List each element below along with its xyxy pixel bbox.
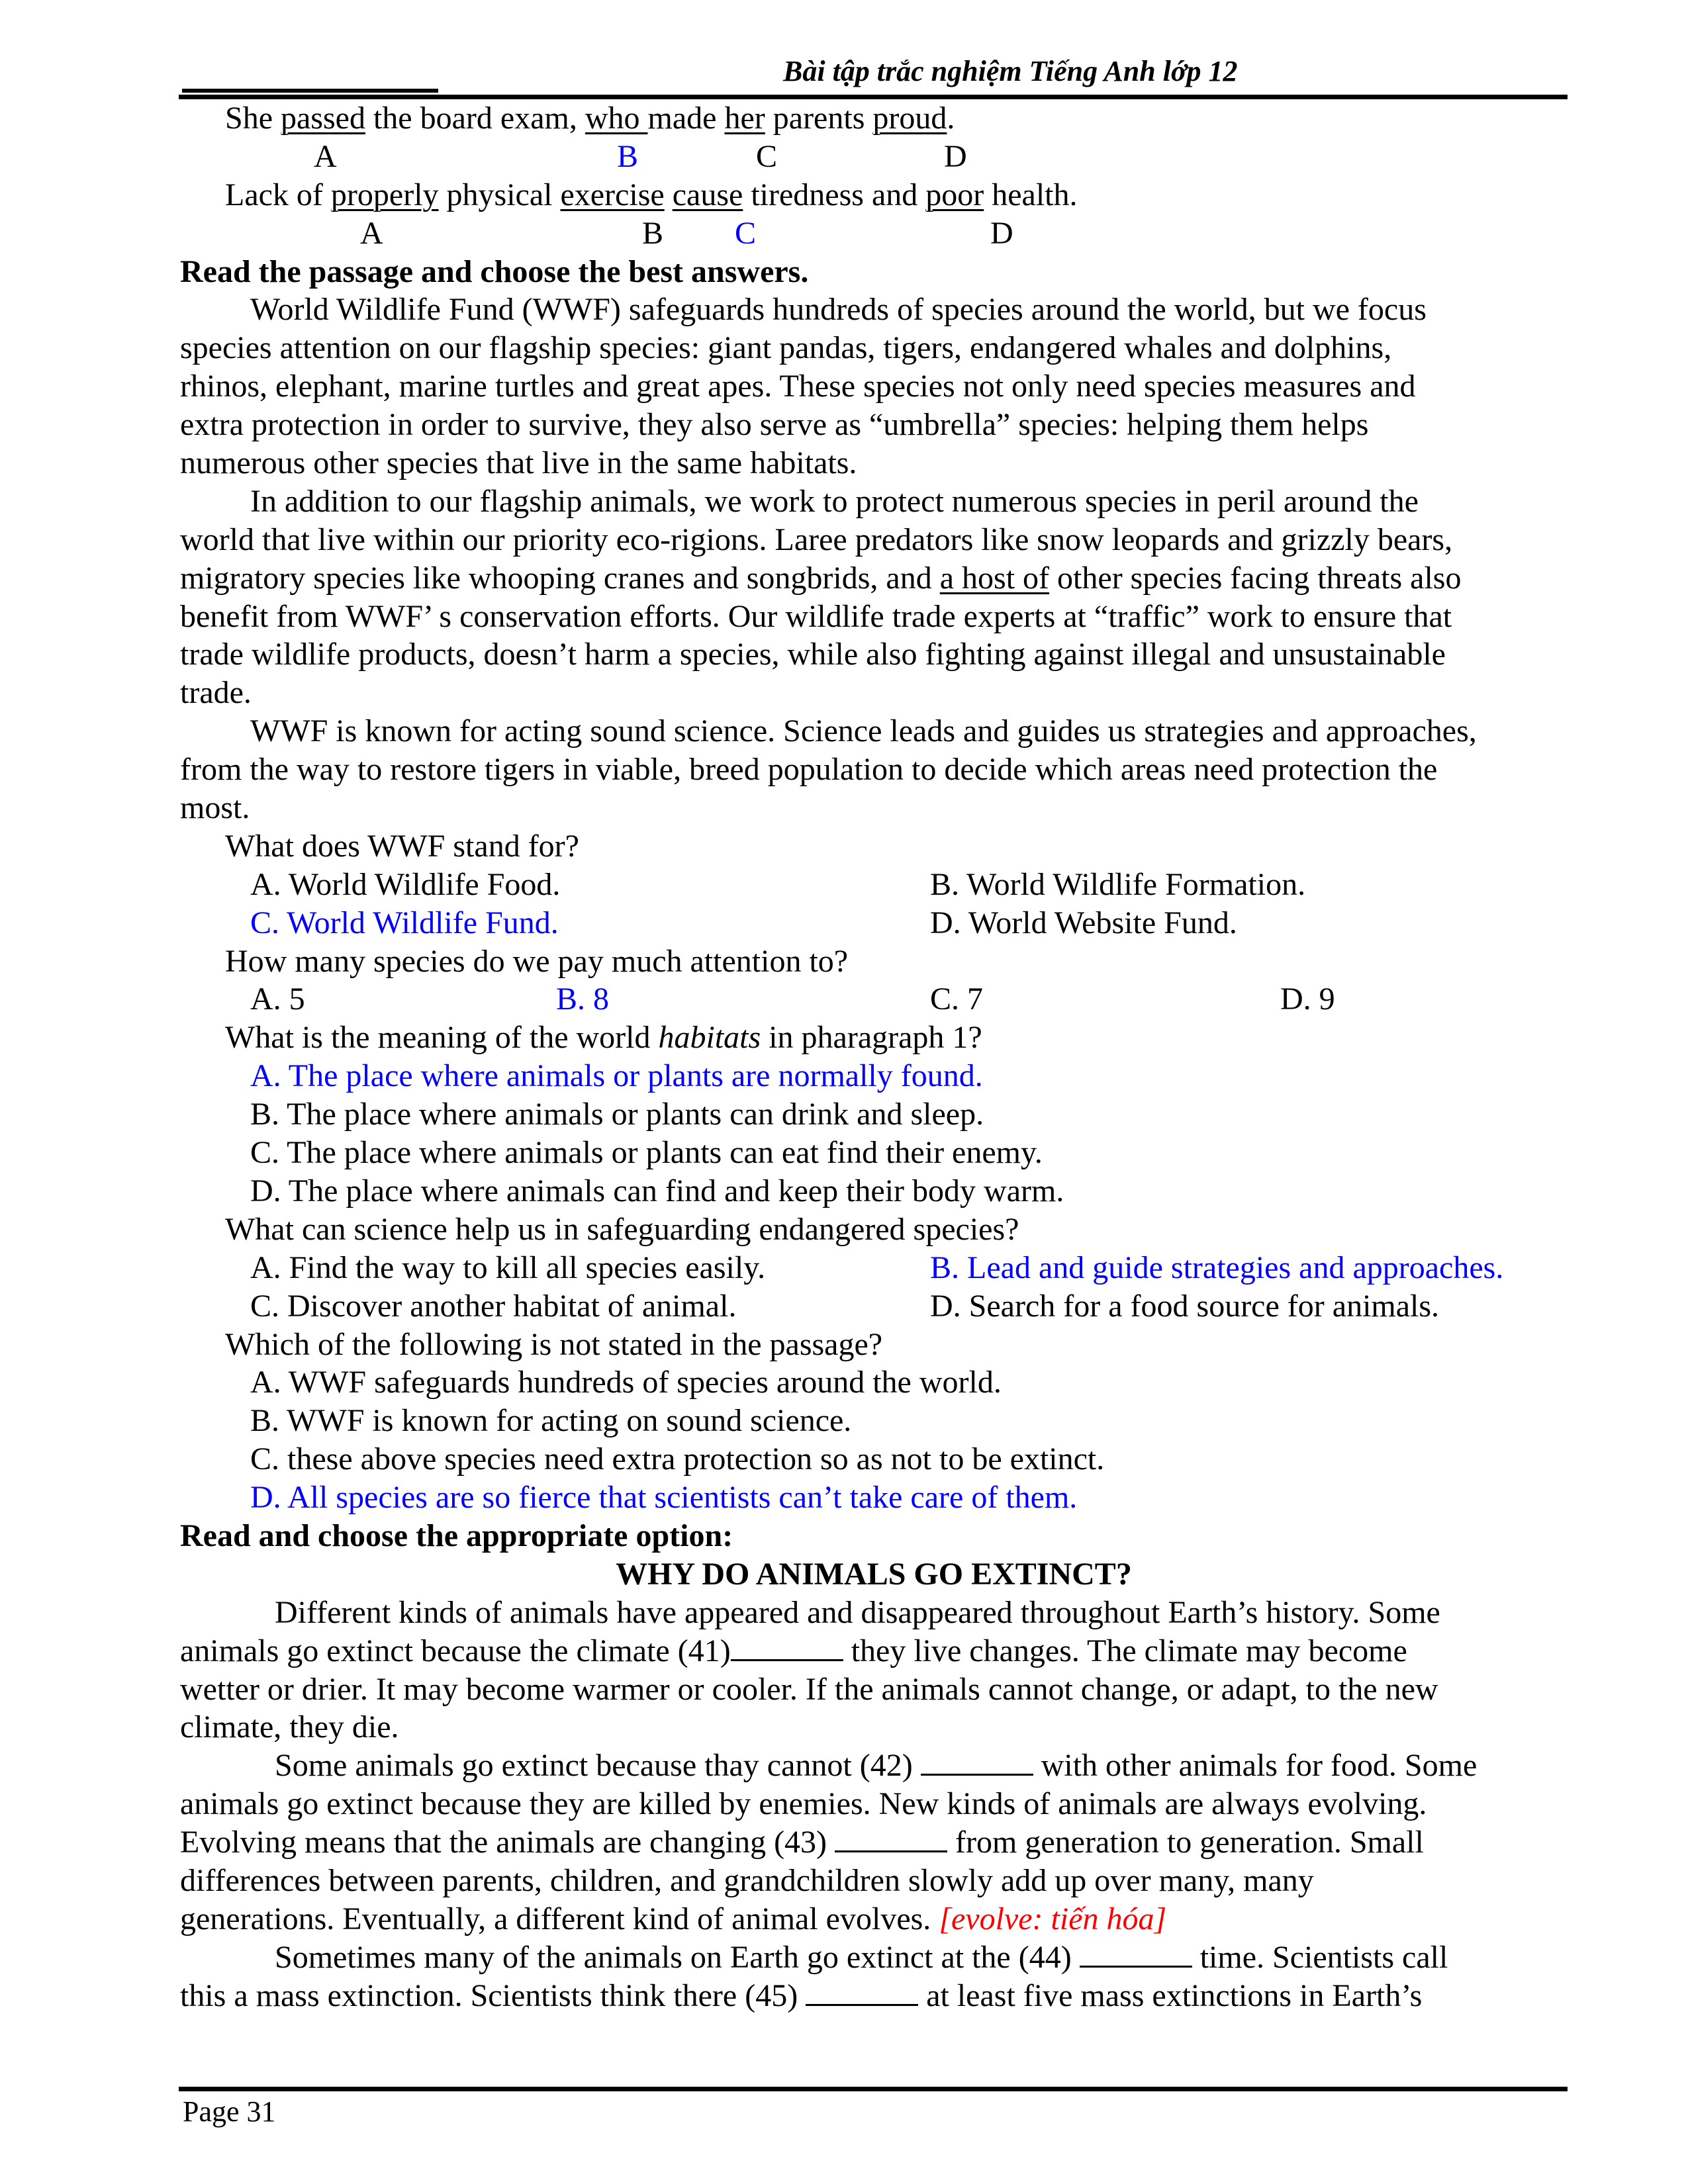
passage-line: world that live within our priority eco-rigions. Laree predators like snow leopards and grizzly bears, (180, 522, 1453, 557)
page-number: Page 31 (183, 2095, 276, 2128)
passage-line: from the way to restore tigers in viable, breed population to decide which areas need protection the (180, 752, 1438, 788)
blank-42[interactable] (921, 1747, 1033, 1776)
text-segment: the board exam, (365, 101, 585, 136)
option-c[interactable]: C. these above species need extra protection so as not to be extinct. (250, 1441, 1105, 1477)
option-d[interactable]: D. The place where animals can find and keep their body warm. (250, 1173, 1064, 1208)
option-a[interactable]: A. World Wildlife Food. (250, 866, 561, 902)
text-segment: at least five mass extinctions in Earth’s (918, 1978, 1423, 2013)
underlined-phrase: a host of (939, 560, 1050, 596)
text-segment: Some animals go extinct because thay cannot (42) (275, 1748, 921, 1784)
passage-line: benefit from WWF’ s conservation efforts. Our wildlife trade experts at “traffic” work to ensure that (180, 598, 1452, 634)
letter-c: C (756, 138, 778, 174)
options-row (180, 866, 1568, 904)
blank-43[interactable] (835, 1824, 947, 1852)
text-segment: health. (984, 177, 1078, 212)
error-letters-1 (180, 138, 1568, 176)
passage-line: World Wildlife Fund (WWF) safeguards hundreds of species around the world, but we focus (250, 292, 1427, 328)
passage-line: numerous other species that live in the same habitats. (180, 445, 857, 481)
text-segment: Sometimes many of the animals on Earth go extinct at the (44) (275, 1939, 1080, 1975)
section-heading-cloze: Read and choose the appropriate option: (180, 1518, 733, 1553)
cloze-line: climate, they die. (180, 1709, 399, 1745)
letter-d: D (944, 138, 967, 174)
text-segment: . (947, 101, 955, 136)
underlined-option-b: who (585, 101, 648, 136)
text-segment: physical (438, 177, 561, 212)
error-sentence-2 (180, 176, 1568, 214)
passage-line: rhinos, elephant, marine turtles and great apes. These species not only need species measures and (180, 369, 1416, 404)
cloze-line: Different kinds of animals have appeared and disappeared throughout Earth’s history. Some (275, 1594, 1440, 1630)
letter-d: D (990, 215, 1013, 251)
underlined-option-c: cause (672, 177, 743, 212)
question-4: What can science help us in safeguarding endangered species? (225, 1211, 1019, 1247)
option-d[interactable]: D. World Website Fund. (930, 905, 1237, 940)
text-segment: Evolving means that the animals are changing (43) (180, 1825, 835, 1860)
passage-line: In addition to our flagship animals, we work to protect numerous species in peril around the (250, 483, 1419, 519)
passage-line: trade. (180, 675, 252, 711)
option-d[interactable]: D. 9 (1280, 981, 1335, 1017)
text-segment: generations. Eventually, a different kind of animal evolves. (180, 1901, 939, 1936)
underlined-option-a: properly (330, 177, 439, 212)
option-a-answer[interactable]: A. The place where animals or plants are normally found. (250, 1058, 983, 1094)
passage-line: most. (180, 790, 250, 826)
cloze-line (180, 1900, 1568, 1938)
options-row (180, 980, 1568, 1019)
letter-a: A (360, 215, 383, 251)
cloze-line: differences between parents, children, and grandchildren slowly add up over many, many (180, 1862, 1314, 1898)
options-row (180, 1249, 1568, 1287)
option-b-answer[interactable]: B. Lead and guide strategies and approaches. (930, 1250, 1504, 1285)
header-rule (179, 95, 1568, 99)
page-content (180, 99, 1568, 2015)
option-c[interactable]: C. Discover another habitat of animal. (250, 1288, 737, 1324)
option-b[interactable]: B. WWF is known for acting on sound science. (250, 1403, 852, 1439)
blank-45[interactable] (806, 1978, 918, 2006)
letter-b-answer: B (617, 138, 639, 174)
vocabulary-note: [evolve: tiến hóa] (939, 1901, 1167, 1936)
section-heading-reading: Read the passage and choose the best answers. (180, 253, 809, 289)
underlined-option-c: her (724, 101, 765, 136)
question-5: Which of the following is not stated in the passage? (225, 1326, 883, 1362)
text-segment: tiredness and (743, 177, 926, 212)
passage-line: extra protection in order to survive, they also serve as “umbrella” species: helping them helps (180, 407, 1369, 443)
footer-rule (179, 2087, 1568, 2091)
passage-line: trade wildlife products, doesn’t harm a species, while also fighting against illegal and unsustainable (180, 637, 1446, 672)
option-c[interactable]: C. 7 (930, 981, 984, 1017)
text-segment: made (647, 101, 725, 136)
passage-line: species attention on our flagship species: giant pandas, tigers, endangered whales and dolphins, (180, 330, 1392, 366)
letter-b: B (642, 215, 664, 251)
error-letters-2 (180, 214, 1568, 253)
question-2: How many species do we pay much attention to? (225, 943, 849, 979)
option-b[interactable]: B. World Wildlife Formation. (930, 866, 1306, 902)
cloze-line (180, 1823, 1568, 1862)
cloze-line (180, 1977, 1568, 2015)
text-segment: this a mass extinction. Scientists think there (45) (180, 1978, 806, 2013)
underlined-option-a: passed (281, 101, 365, 136)
blank-44[interactable] (1080, 1939, 1192, 1968)
error-sentence-1 (180, 99, 1568, 138)
text-segment: animals go extinct because the climate (41) (180, 1633, 731, 1668)
text-segment: time. Scientists call (1192, 1939, 1448, 1975)
option-c[interactable]: C. The place where animals or plants can eat find their enemy. (250, 1135, 1043, 1171)
cloze-line: animals go extinct because they are killed by enemies. New kinds of animals are always evolving. (180, 1786, 1427, 1822)
option-b[interactable]: B. The place where animals or plants can drink and sleep. (250, 1097, 984, 1132)
passage-line (180, 559, 1568, 598)
option-a[interactable]: A. Find the way to kill all species easily. (250, 1250, 766, 1285)
italic-word: habitats (658, 1020, 761, 1056)
underlined-option-b: exercise (560, 177, 665, 212)
underlined-option-d: poor (925, 177, 984, 212)
option-c-answer[interactable]: C. World Wildlife Fund. (250, 905, 559, 940)
cloze-line: wetter or drier. It may become warmer or cooler. If the animals cannot change, or adapt, to the new (180, 1671, 1438, 1707)
options-row (180, 1287, 1568, 1326)
letter-a: A (314, 138, 337, 174)
question-1: What does WWF stand for? (225, 828, 579, 864)
option-b-answer[interactable]: B. 8 (556, 981, 610, 1017)
cloze-line (180, 1938, 1568, 1977)
passage-line: WWF is known for acting sound science. Science leads and guides us strategies and approaches, (250, 713, 1477, 749)
header-short-rule (182, 89, 438, 93)
option-d[interactable]: D. Search for a food source for animals. (930, 1288, 1440, 1324)
text-segment (665, 177, 673, 212)
text-segment: they live changes. The climate may become (843, 1633, 1407, 1668)
option-a[interactable]: A. 5 (250, 981, 305, 1017)
text-segment: parents (765, 101, 873, 136)
options-row (180, 904, 1568, 942)
text-segment: in pharagraph 1? (761, 1020, 982, 1056)
text-segment: She (225, 101, 281, 136)
blank-41[interactable] (731, 1633, 843, 1661)
option-d-answer[interactable]: D. All species are so fierce that scientists can’t take care of them. (250, 1480, 1078, 1516)
text-segment: from generation to generation. Small (947, 1825, 1424, 1860)
cloze-line (180, 1632, 1568, 1670)
cloze-title: WHY DO ANIMALS GO EXTINCT? (616, 1556, 1132, 1592)
text-segment: migratory species like whooping cranes and songbrids, and (180, 560, 940, 596)
text-segment: What is the meaning of the world (225, 1020, 659, 1056)
header-title: Bài tập trắc nghiệm Tiếng Anh lớp 12 (783, 55, 1238, 87)
underlined-option-d: proud (872, 101, 947, 136)
letter-c-answer: C (735, 215, 757, 251)
question-3 (180, 1019, 1568, 1057)
text-segment: Lack of (225, 177, 331, 212)
text-segment: other species facing threats also (1049, 560, 1462, 596)
text-segment: with other animals for food. Some (1033, 1748, 1477, 1784)
cloze-line (180, 1747, 1568, 1785)
option-a[interactable]: A. WWF safeguards hundreds of species around the world. (250, 1365, 1002, 1400)
